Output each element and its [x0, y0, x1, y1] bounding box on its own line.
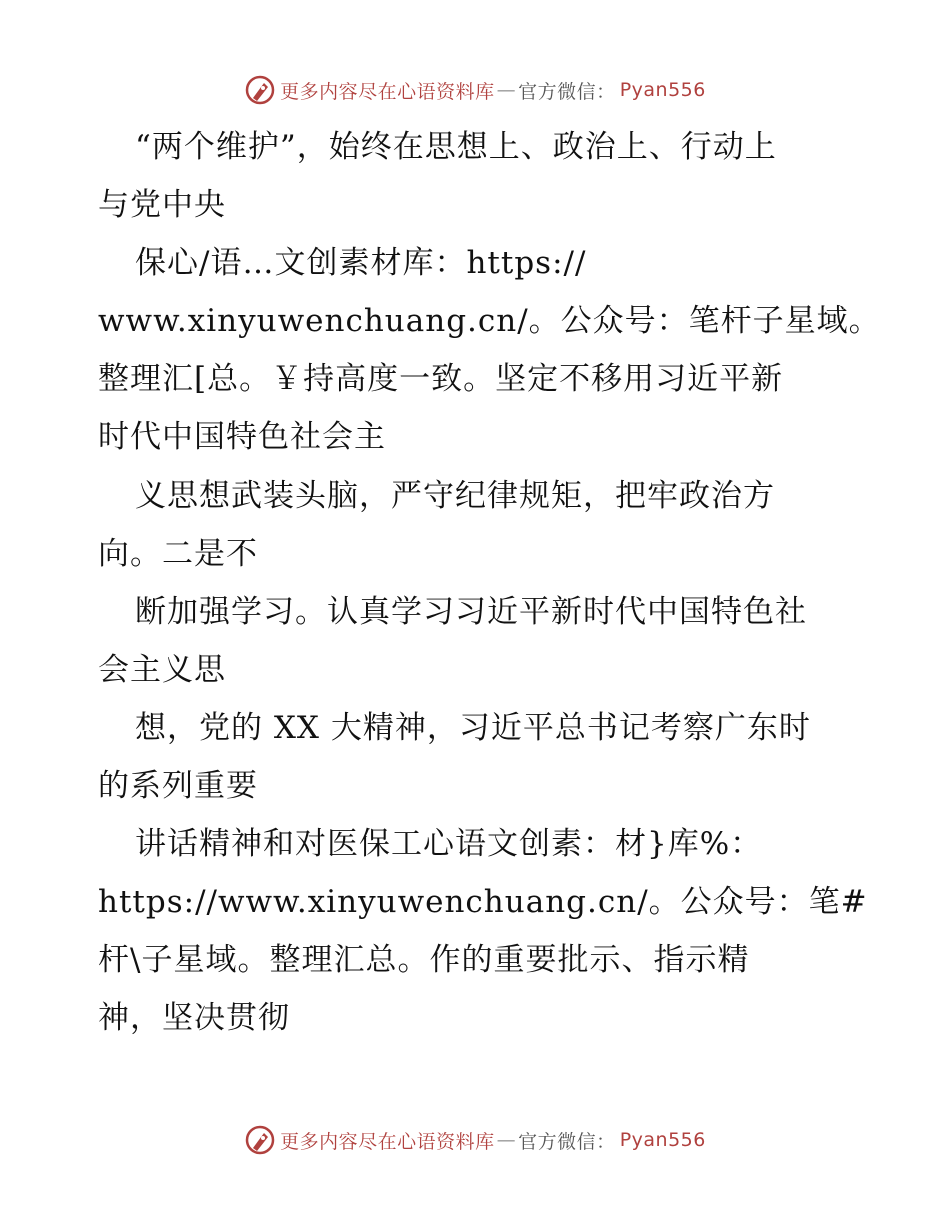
body-line: “两个维护”，始终在思想上、政治上、行动上: [135, 129, 777, 165]
body-line: 神，坚决贯彻: [98, 1000, 290, 1037]
body-line: 想，党的 XX 大精神，习近平总书记考察广东时: [135, 709, 811, 746]
body-line: 讲话精神和对医保工心语文创素：材}库%：: [135, 826, 763, 863]
header-wechat-label: 官方微信：: [518, 80, 616, 103]
body-line: https://www.xinyuwenchuang.cn/。公众号：笔#: [98, 884, 868, 921]
header-wechat-id: Pyan556: [619, 79, 706, 101]
pen-nib-logo-icon: [244, 1124, 276, 1156]
body-line: 时代中国特色社会主: [98, 419, 386, 456]
footer-brand-text: 更多内容尽在心语资料库: [280, 1130, 495, 1153]
body-line: 断加强学习。认真学习习近平新时代中国特色社: [135, 593, 807, 630]
body-line: 整理汇[总。￥持高度一致。坚定不移用习近平新: [98, 361, 784, 398]
header-dash: —: [496, 79, 517, 101]
body-line: 的系列重要: [98, 768, 258, 805]
body-line: 与党中央: [98, 187, 226, 224]
footer-wechat-id: Pyan556: [619, 1129, 706, 1151]
footer-wechat-label: 官方微信：: [518, 1130, 616, 1153]
footer-banner: [0, 1124, 950, 1156]
document-body: [98, 118, 881, 1048]
body-line: 保心/语…文创素材库：https://: [135, 245, 587, 282]
body-line: www.xinyuwenchuang.cn/。公众号：笔杆子星域。: [98, 303, 881, 340]
body-line: 向。二是不: [98, 535, 258, 572]
pen-nib-logo-icon: [244, 74, 276, 106]
body-line: 杆\子星域。整理汇总。作的重要批示、指示精: [98, 942, 750, 979]
body-line: 义思想武装头脑，严守纪律规矩，把牢政治方: [135, 477, 775, 514]
footer-dash: —: [496, 1129, 517, 1151]
header-brand-text: 更多内容尽在心语资料库: [280, 80, 495, 103]
header-banner: [0, 74, 950, 106]
body-line: 会主义思: [98, 651, 226, 688]
